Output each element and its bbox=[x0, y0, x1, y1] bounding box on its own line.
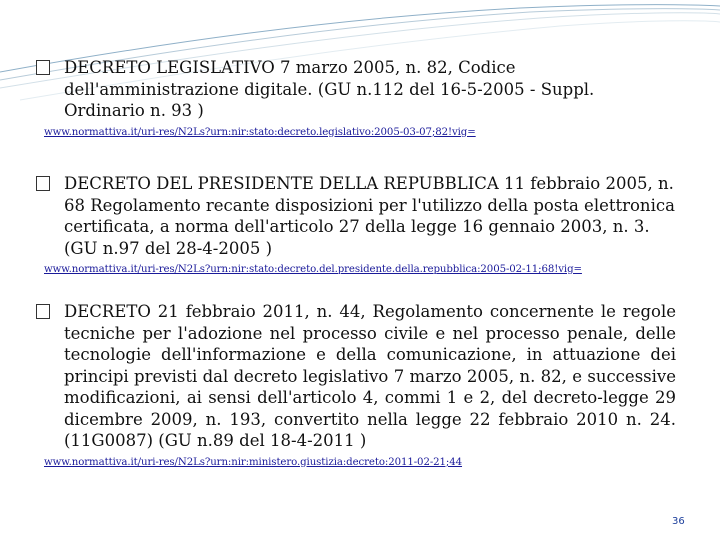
bullet-box-icon bbox=[36, 60, 50, 75]
list-item bbox=[36, 57, 676, 139]
normattiva-link[interactable]: www.normattiva.it/uri-res/N2Ls?urn:nir:stato:decreto.del.presidente.della.repubblica:2005-02-11;68!vig= bbox=[44, 264, 582, 275]
bullet-box-icon bbox=[36, 176, 50, 191]
normattiva-link[interactable]: www.normattiva.it/uri-res/N2Ls?urn:nir:stato:decreto.legislativo:2005-03-07;82!vig= bbox=[44, 126, 476, 138]
bullet-box-icon bbox=[36, 304, 50, 319]
entry-text: DECRETO LEGISLATIVO 7 marzo 2005, n. 82, Codice dell'amministrazione digitale. (GU n.112 del 16-5-2005 - Suppl. Ordinario n. 93 ) bbox=[36, 57, 676, 122]
list-item bbox=[36, 301, 676, 469]
list-item bbox=[36, 173, 676, 276]
page-number: 36 bbox=[672, 516, 685, 527]
entry-text: DECRETO DEL PRESIDENTE DELLA REPUBBLICA 11 febbraio 2005, n. 68 Regolamento recante disposizioni per l'utilizzo della posta elettronica certificata, a norma dell'articolo 27 della legge 16 gennaio 2003, n. 3. (GU n.97 del 28-4-2005 ) bbox=[36, 173, 676, 259]
entry-text: DECRETO 21 febbraio 2011, n. 44, Regolamento concernente le regole tecniche per l'adozione nel processo civile e nel processo penale, delle tecnologie dell'informazione e della comunicazione, in attuazione dei principi previsti dal decreto legislativo 7 marzo 2005, n. 82, e successive modificazioni, ai sensi dell'articolo 4, commi 1 e 2, del decreto-legge 29 dicembre 2009, n. 193, convertito nella legge 22 febbraio 2010 n. 24. (11G0087) (GU n.89 del 18-4-2011 ) bbox=[36, 301, 676, 452]
normattiva-link[interactable]: www.normattiva.it/uri-res/N2Ls?urn:nir:ministero.giustizia:decreto:2011-02-21;44 bbox=[44, 456, 463, 468]
